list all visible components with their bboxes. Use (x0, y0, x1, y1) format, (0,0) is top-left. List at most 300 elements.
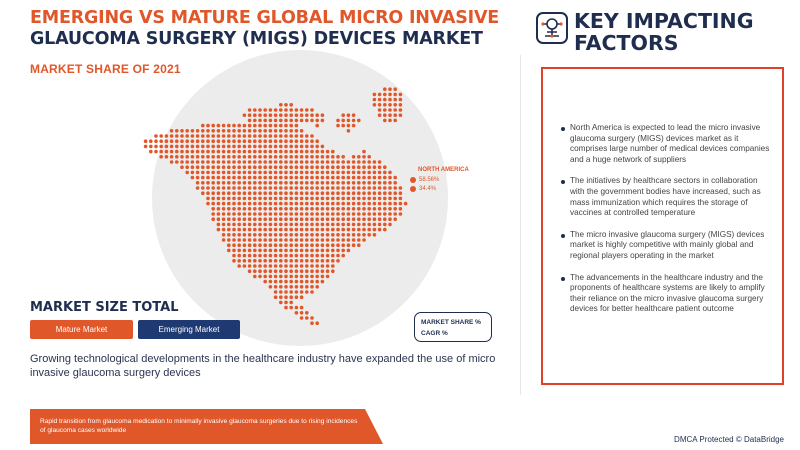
map-dot (165, 145, 169, 149)
map-dot (357, 176, 361, 180)
map-dot (269, 186, 273, 190)
map-dot (300, 223, 304, 227)
map-dot (315, 264, 319, 268)
map-dot (253, 113, 257, 117)
map-dot (201, 176, 205, 180)
map-dot (222, 155, 226, 159)
map-dot (269, 150, 273, 154)
map-dot (284, 181, 288, 185)
map-dot (393, 212, 397, 216)
map-dot (279, 181, 283, 185)
map-dot (227, 186, 231, 190)
map-dot (211, 186, 215, 190)
map-dot (253, 171, 257, 175)
mature-market-button[interactable]: Mature Market (30, 320, 133, 339)
map-dot (331, 186, 335, 190)
map-dot (310, 108, 314, 112)
map-dot (378, 207, 382, 211)
map-dot (248, 171, 252, 175)
map-dot (144, 139, 148, 143)
map-dot (300, 280, 304, 284)
map-dot (357, 238, 361, 242)
map-dot (237, 202, 241, 206)
map-dot (258, 197, 262, 201)
map-dot (300, 207, 304, 211)
map-dot (341, 160, 345, 164)
map-dot (310, 228, 314, 232)
map-dot (310, 165, 314, 169)
map-dot (248, 228, 252, 232)
map-dot (253, 217, 257, 221)
map-dot (347, 181, 351, 185)
map-dot (352, 186, 356, 190)
map-dot (248, 249, 252, 253)
map-dot (383, 212, 387, 216)
map-dot (310, 139, 314, 143)
map-dot (217, 228, 221, 232)
map-dot (211, 202, 215, 206)
map-dot (258, 176, 262, 180)
map-dot (191, 155, 195, 159)
dmca-footer: DMCA Protected © DataBridge (674, 435, 784, 444)
map-dot (269, 233, 273, 237)
map-dot (300, 129, 304, 133)
map-dot (258, 243, 262, 247)
map-dot (279, 238, 283, 242)
map-dot (347, 238, 351, 242)
map-dot (237, 228, 241, 232)
map-dot (217, 134, 221, 138)
map-dot (295, 233, 299, 237)
map-dot (310, 155, 314, 159)
map-dot (315, 139, 319, 143)
map-dot (373, 103, 377, 107)
map-dot (274, 285, 278, 289)
map-dot (284, 280, 288, 284)
map-dot (347, 217, 351, 221)
map-dot (305, 212, 309, 216)
map-dot (222, 238, 226, 242)
map-dot (367, 202, 371, 206)
key-factors-title-line-1: KEY IMPACTING (574, 9, 754, 33)
map-dot (326, 186, 330, 190)
map-dot (321, 181, 325, 185)
map-dot (341, 176, 345, 180)
map-dot (258, 160, 262, 164)
map-dot (217, 181, 221, 185)
map-dot (154, 139, 158, 143)
map-dot (383, 202, 387, 206)
map-dot (367, 160, 371, 164)
map-dot (269, 280, 273, 284)
map-dot (341, 217, 345, 221)
map-dot (237, 259, 241, 263)
map-dot (263, 249, 267, 253)
map-dot (253, 269, 257, 273)
map-dot (201, 139, 205, 143)
map-dot (300, 165, 304, 169)
map-dot (315, 259, 319, 263)
map-dot (222, 207, 226, 211)
map-dot (331, 191, 335, 195)
map-dot (326, 238, 330, 242)
factor-item: The micro invasive glaucoma surgery (MIGS) devices market is highly competitive with mainly global and regional players operating in the market (561, 230, 770, 262)
map-dot (315, 113, 319, 117)
map-dot (279, 176, 283, 180)
map-dot (300, 160, 304, 164)
map-dot (295, 176, 299, 180)
circuit-brain-icon (535, 11, 569, 45)
map-dot (295, 207, 299, 211)
map-dot (222, 191, 226, 195)
map-dot (399, 103, 403, 107)
map-dot (357, 119, 361, 123)
map-dot (305, 285, 309, 289)
map-dot (274, 160, 278, 164)
map-dot (211, 155, 215, 159)
map-dot (175, 160, 179, 164)
map-dot (300, 275, 304, 279)
map-dot (269, 223, 273, 227)
map-dot (295, 264, 299, 268)
map-dot (227, 155, 231, 159)
map-dot (211, 145, 215, 149)
map-dot (336, 191, 340, 195)
map-dot (206, 150, 210, 154)
map-dot (315, 228, 319, 232)
map-dot (263, 228, 267, 232)
map-dot (263, 223, 267, 227)
map-dot (248, 223, 252, 227)
map-dot (331, 202, 335, 206)
map-dot (175, 134, 179, 138)
map-dot (269, 212, 273, 216)
map-dot (201, 186, 205, 190)
map-dot (336, 160, 340, 164)
map-dot (279, 150, 283, 154)
map-dot (253, 259, 257, 263)
map-dot (331, 243, 335, 247)
map-dot (258, 212, 262, 216)
map-dot (362, 207, 366, 211)
map-dot (357, 202, 361, 206)
map-dot (232, 176, 236, 180)
map-dot (269, 113, 273, 117)
map-dot (222, 165, 226, 169)
map-dot (274, 212, 278, 216)
map-dot (399, 98, 403, 102)
map-dot (367, 176, 371, 180)
map-dot (295, 160, 299, 164)
map-dot (289, 301, 293, 305)
map-dot (232, 124, 236, 128)
map-dot (284, 207, 288, 211)
map-dot (362, 186, 366, 190)
map-dot (336, 217, 340, 221)
map-dot (289, 181, 293, 185)
map-dot (284, 197, 288, 201)
map-dot (274, 171, 278, 175)
map-dot (289, 155, 293, 159)
map-dot (373, 181, 377, 185)
map-dot (222, 139, 226, 143)
map-dot (352, 124, 356, 128)
map-dot (201, 150, 205, 154)
map-dot (289, 145, 293, 149)
map-dot (341, 197, 345, 201)
map-dot (243, 139, 247, 143)
map-dot (217, 207, 221, 211)
map-dot (211, 150, 215, 154)
map-dot (300, 306, 304, 310)
map-dot (243, 197, 247, 201)
map-dot (258, 171, 262, 175)
map-dot (222, 223, 226, 227)
map-dot (232, 181, 236, 185)
map-dot (373, 160, 377, 164)
map-dot (295, 155, 299, 159)
share-row-1 (410, 177, 439, 183)
map-dot (248, 165, 252, 169)
map-dot (253, 233, 257, 237)
map-dot (243, 243, 247, 247)
map-dot (393, 197, 397, 201)
map-dot (206, 124, 210, 128)
map-dot (269, 191, 273, 195)
map-dot (274, 207, 278, 211)
map-dot (263, 212, 267, 216)
map-dot (191, 150, 195, 154)
map-dot (232, 186, 236, 190)
map-dot (258, 186, 262, 190)
map-dot (352, 223, 356, 227)
map-dot (305, 139, 309, 143)
map-dot (315, 269, 319, 273)
map-dot (357, 165, 361, 169)
map-dot (362, 191, 366, 195)
map-dot (388, 207, 392, 211)
map-dot (269, 134, 273, 138)
map-dot (331, 259, 335, 263)
map-dot (352, 119, 356, 123)
map-dot (279, 249, 283, 253)
map-dot (336, 249, 340, 253)
map-dot (232, 228, 236, 232)
map-dot (237, 139, 241, 143)
map-dot (367, 233, 371, 237)
map-dot (196, 150, 200, 154)
map-dot (284, 155, 288, 159)
map-dot (321, 145, 325, 149)
map-dot (378, 202, 382, 206)
map-dot (206, 197, 210, 201)
map-dot (217, 124, 221, 128)
map-dot (357, 233, 361, 237)
map-dot (321, 264, 325, 268)
map-dot (243, 259, 247, 263)
map-dot (170, 134, 174, 138)
map-dot (352, 233, 356, 237)
map-dot (263, 207, 267, 211)
map-dot (248, 207, 252, 211)
map-dot (336, 254, 340, 258)
map-dot (347, 212, 351, 216)
map-dot (315, 207, 319, 211)
map-dot (258, 165, 262, 169)
map-dot (258, 124, 262, 128)
map-dot (305, 176, 309, 180)
map-dot (196, 134, 200, 138)
map-dot (227, 223, 231, 227)
emerging-market-button[interactable]: Emerging Market (138, 320, 240, 339)
map-dot (378, 108, 382, 112)
map-dot (321, 113, 325, 117)
region-label: NORTH AMERICA (418, 167, 469, 173)
factor-item: The advancements in the healthcare industry and the proponents of healthcare systems are likely to amplify their reliance on the micro invasive glaucoma surgery devices for better healthcare patient outcome (561, 273, 770, 315)
map-dot (331, 264, 335, 268)
map-dot (248, 191, 252, 195)
map-dot (383, 119, 387, 123)
map-dot (269, 259, 273, 263)
map-dot (393, 176, 397, 180)
map-dot (269, 238, 273, 242)
map-dot (269, 171, 273, 175)
map-dot (336, 228, 340, 232)
map-dot (191, 139, 195, 143)
map-dot (222, 171, 226, 175)
map-dot (300, 264, 304, 268)
map-dot (388, 217, 392, 221)
map-dot (300, 243, 304, 247)
map-dot (362, 228, 366, 232)
map-dot (284, 119, 288, 123)
map-dot (237, 171, 241, 175)
divider (520, 55, 521, 395)
map-dot (227, 160, 231, 164)
map-dot (362, 176, 366, 180)
map-dot (295, 311, 299, 315)
map-dot (305, 275, 309, 279)
map-dot (258, 238, 262, 242)
map-dot (279, 264, 283, 268)
map-dot (243, 186, 247, 190)
map-dot (326, 249, 330, 253)
map-dot (237, 238, 241, 242)
map-dot (310, 176, 314, 180)
map-dot (326, 150, 330, 154)
map-dot (237, 186, 241, 190)
map-dot (206, 171, 210, 175)
map-dot (180, 165, 184, 169)
map-dot (310, 202, 314, 206)
map-dot (289, 165, 293, 169)
map-dot (305, 119, 309, 123)
map-dot (388, 119, 392, 123)
map-dot (352, 191, 356, 195)
map-dot (237, 181, 241, 185)
map-dot (357, 155, 361, 159)
map-dot (331, 238, 335, 242)
map-dot (300, 145, 304, 149)
map-dot (274, 228, 278, 232)
map-dot (284, 264, 288, 268)
map-dot (347, 176, 351, 180)
map-dot (310, 316, 314, 320)
map-dot (274, 238, 278, 242)
map-dot (269, 155, 273, 159)
map-dot (326, 254, 330, 258)
map-dot (393, 103, 397, 107)
map-dot (243, 134, 247, 138)
map-dot (357, 243, 361, 247)
map-dot (274, 243, 278, 247)
map-dot (295, 212, 299, 216)
map-dot (243, 207, 247, 211)
map-dot (253, 228, 257, 232)
map-dot (232, 145, 236, 149)
map-dot (300, 202, 304, 206)
map-dot (196, 181, 200, 185)
map-dot (284, 295, 288, 299)
map-dot (341, 191, 345, 195)
map-dot (388, 181, 392, 185)
map-dot (243, 160, 247, 164)
map-dot (310, 197, 314, 201)
map-dot (279, 171, 283, 175)
map-dot (399, 93, 403, 97)
map-dot (315, 197, 319, 201)
map-dot (336, 223, 340, 227)
map-dot (253, 212, 257, 216)
map-dot (357, 223, 361, 227)
map-dot (274, 249, 278, 253)
map-dot (165, 150, 169, 154)
map-dot (263, 259, 267, 263)
map-dot (269, 254, 273, 258)
map-dot (263, 113, 267, 117)
map-dot (300, 171, 304, 175)
map-dot (274, 217, 278, 221)
map-dot (263, 150, 267, 154)
map-dot (217, 212, 221, 216)
map-dot (248, 181, 252, 185)
map-dot (279, 223, 283, 227)
map-dot (279, 103, 283, 107)
map-dot (170, 129, 174, 133)
map-dot (279, 186, 283, 190)
map-dot (289, 285, 293, 289)
map-dot (253, 145, 257, 149)
map-dot (336, 165, 340, 169)
map-dot (263, 165, 267, 169)
map-dot (237, 155, 241, 159)
map-dot (383, 93, 387, 97)
map-dot (378, 191, 382, 195)
map-dot (279, 134, 283, 138)
map-dot (378, 165, 382, 169)
map-dot (284, 223, 288, 227)
map-dot (310, 145, 314, 149)
map-dot (305, 254, 309, 258)
map-dot (367, 207, 371, 211)
map-dot (383, 181, 387, 185)
map-dot (243, 202, 247, 206)
map-dot (331, 150, 335, 154)
map-dot (315, 275, 319, 279)
map-dot (362, 238, 366, 242)
map-dot (336, 238, 340, 242)
map-dot (258, 254, 262, 258)
